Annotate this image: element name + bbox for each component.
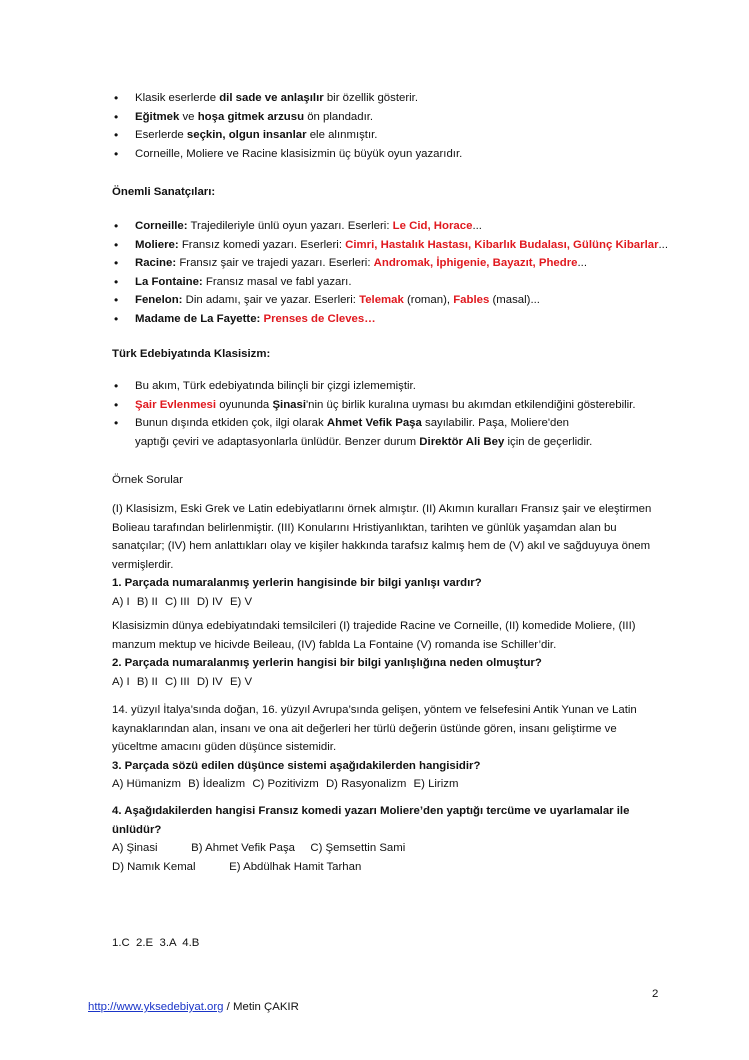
question-stem: 3. Parçada sözü edilen düşünce sistemi aşağıdakilerden hangisidir? — [112, 759, 481, 772]
question-text-line: (I) Klasisizm, Eski Grek ve Latin edebiyatlarını örnek almıştır. (II) Akımın kuralları Fransız şair ve eleştirmen — [112, 503, 652, 515]
question-text-line: Bolieau tarafından belirlenmiştir. (III) Konularını Hristiyanlıktan, tarihten ve günlük yaşamdan alan bu — [112, 521, 617, 534]
option-a: A) I — [112, 595, 130, 608]
question-text-line: manzum mektup ve hicivde Beileau, (IV) fablda La Fontaine (V) romanda ise Schiller’dir. — [112, 638, 557, 651]
option-b: B) II — [136, 675, 158, 688]
question-options — [112, 775, 657, 794]
answer-key: 1.C 2.E 3.A 4.B — [112, 937, 200, 949]
question-text-line: sanatçılar; (IV) hem anlattıkları olay ve kişiler hakkında tarafsız kalmış hem de (V) akıl ve sağduyuya önem — [112, 540, 651, 552]
artists-heading: Önemli Sanatçıları: — [112, 186, 216, 198]
list-item: • Şair Evlenmesi oyununda Şinasi'nin üç birlik kuralına uyması bu akımdan etkilendiğini gösterebilir. — [112, 396, 657, 415]
question-options — [112, 593, 657, 612]
option-a: A) I — [112, 675, 130, 688]
question-text-line: 14. yüzyıl İtalya’sında doğan, 16. yüzyıl Avrupa’sında gelişen, yöntem ve felsefesini Antik Yunan ve Latin — [112, 704, 637, 716]
sample-questions-heading: Örnek Sorular — [112, 474, 183, 486]
option-c: C) III — [164, 595, 190, 608]
question-stem: 2. Parçada numaralanmış yerlerin hangisi bir bilgi yanlışlığına neden olmuştur? — [112, 657, 542, 669]
option-e: E) V — [229, 595, 253, 608]
list-item: • Eğitmek ve hoşa gitmek arzusu ön plandadır. — [112, 108, 657, 127]
option-d: D) IV — [196, 595, 223, 608]
question-4 — [112, 802, 657, 876]
question-stem: 4. Aşağıdakilerden hangisi Fransız komedi yazarı Moliere’den yaptığı tercüme ve uyarlamalar ile — [112, 805, 630, 817]
list-item: • Fenelon: Din adamı, şair ve yazar. Eserleri: Telemak (roman), Fables (masal)... — [112, 291, 657, 310]
option-a: A) Şinasi — [112, 842, 158, 854]
list-item: • Racine: Fransız şair ve trajedi yazarı. Eserleri: Andromak, İphigenie, Bayazıt, Phedre... — [112, 254, 657, 273]
question-1 — [112, 500, 657, 611]
page-number: 2 — [652, 988, 659, 1000]
classicism-features-list — [112, 89, 657, 163]
option-e: E) Abdülhak Hamit Tarhan — [229, 860, 362, 873]
option-b: B) Ahmet Vefik Paşa — [191, 842, 296, 854]
question-text-line: yüceltme amacını güden düşünce sistemidir. — [112, 741, 337, 753]
artists-list — [112, 217, 669, 328]
question-text-line: vermişlerdir. — [112, 558, 174, 571]
option-b: B) II — [136, 595, 158, 608]
list-item: • Eserlerde seçkin, olgun insanlar ele alınmıştır. — [112, 126, 657, 145]
list-item: • Bu akım, Türk edebiyatında bilinçli bir çizgi izlememiştir. — [112, 377, 657, 396]
option-c: C) III — [164, 675, 190, 688]
author-name: / Metin ÇAKIR — [223, 1001, 299, 1013]
option-d: D) Namık Kemal — [112, 860, 196, 873]
question-options — [112, 673, 657, 692]
turkish-classicism-list — [112, 377, 657, 451]
question-stem: 1. Parçada numaralanmış yerlerin hangisinde bir bilgi yanlışı vardır? — [112, 577, 482, 589]
option-c: C) Pozitivizm — [252, 778, 319, 790]
question-text-line: kaynaklarından alan, insanı ve ona ait değerleri her türlü değerin üstünde gören, insanı geliştirme ve — [112, 722, 617, 735]
option-e: E) V — [229, 675, 253, 688]
list-item: • Corneille, Moliere ve Racine klasisizmin üç büyük oyun yazarıdır. — [112, 145, 657, 164]
question-stem: ünlüdür? — [112, 823, 162, 836]
list-item: • Corneille: Trajedileriyle ünlü oyun yazarı. Eserleri: Le Cid, Horace... — [112, 217, 657, 236]
list-item: • La Fontaine: Fransız masal ve fabl yazarı. — [112, 273, 657, 292]
list-item: • Madame de La Fayette: Prenses de Cleves… — [112, 310, 657, 329]
list-item: • Klasik eserlerde dil sade ve anlaşılır bir özellik gösterir. — [112, 89, 657, 108]
option-a: A) Hümanizm — [112, 778, 181, 790]
turkish-classicism-heading: Türk Edebiyatında Klasisizm: — [112, 348, 271, 360]
option-d: D) Rasyonalizm — [325, 778, 407, 790]
option-d: D) IV — [196, 675, 223, 688]
option-c: C) Şemsettin Sami — [310, 842, 406, 854]
option-b: B) İdealizm — [188, 778, 246, 790]
question-3 — [112, 701, 657, 794]
question-options — [112, 858, 657, 877]
footer — [88, 1001, 299, 1013]
website-link[interactable]: http://www.yksedebiyat.org — [88, 1001, 224, 1013]
question-2 — [112, 617, 657, 691]
option-e: E) Lirizm — [413, 778, 459, 790]
list-item: • Moliere: Fransız komedi yazarı. Eserleri: Cimri, Hastalık Hastası, Kibarlık Budalası, Gülünç Kibarlar... — [112, 236, 657, 255]
question-options — [112, 839, 657, 858]
list-item: • Bunun dışında etkiden çok, ilgi olarak Ahmet Vefik Paşa sayılabilir. Paşa, Moliere'den yaptığı çeviri ve adaptasyonlarla ünlüdür. Benzer durum Direktör Ali Bey için de geçerlidir. — [112, 414, 657, 451]
question-text-line: Klasisizmin dünya edebiyatındaki temsilcileri (I) trajedide Racine ve Corneille, (II) komedide Moliere, (III) — [112, 620, 636, 632]
